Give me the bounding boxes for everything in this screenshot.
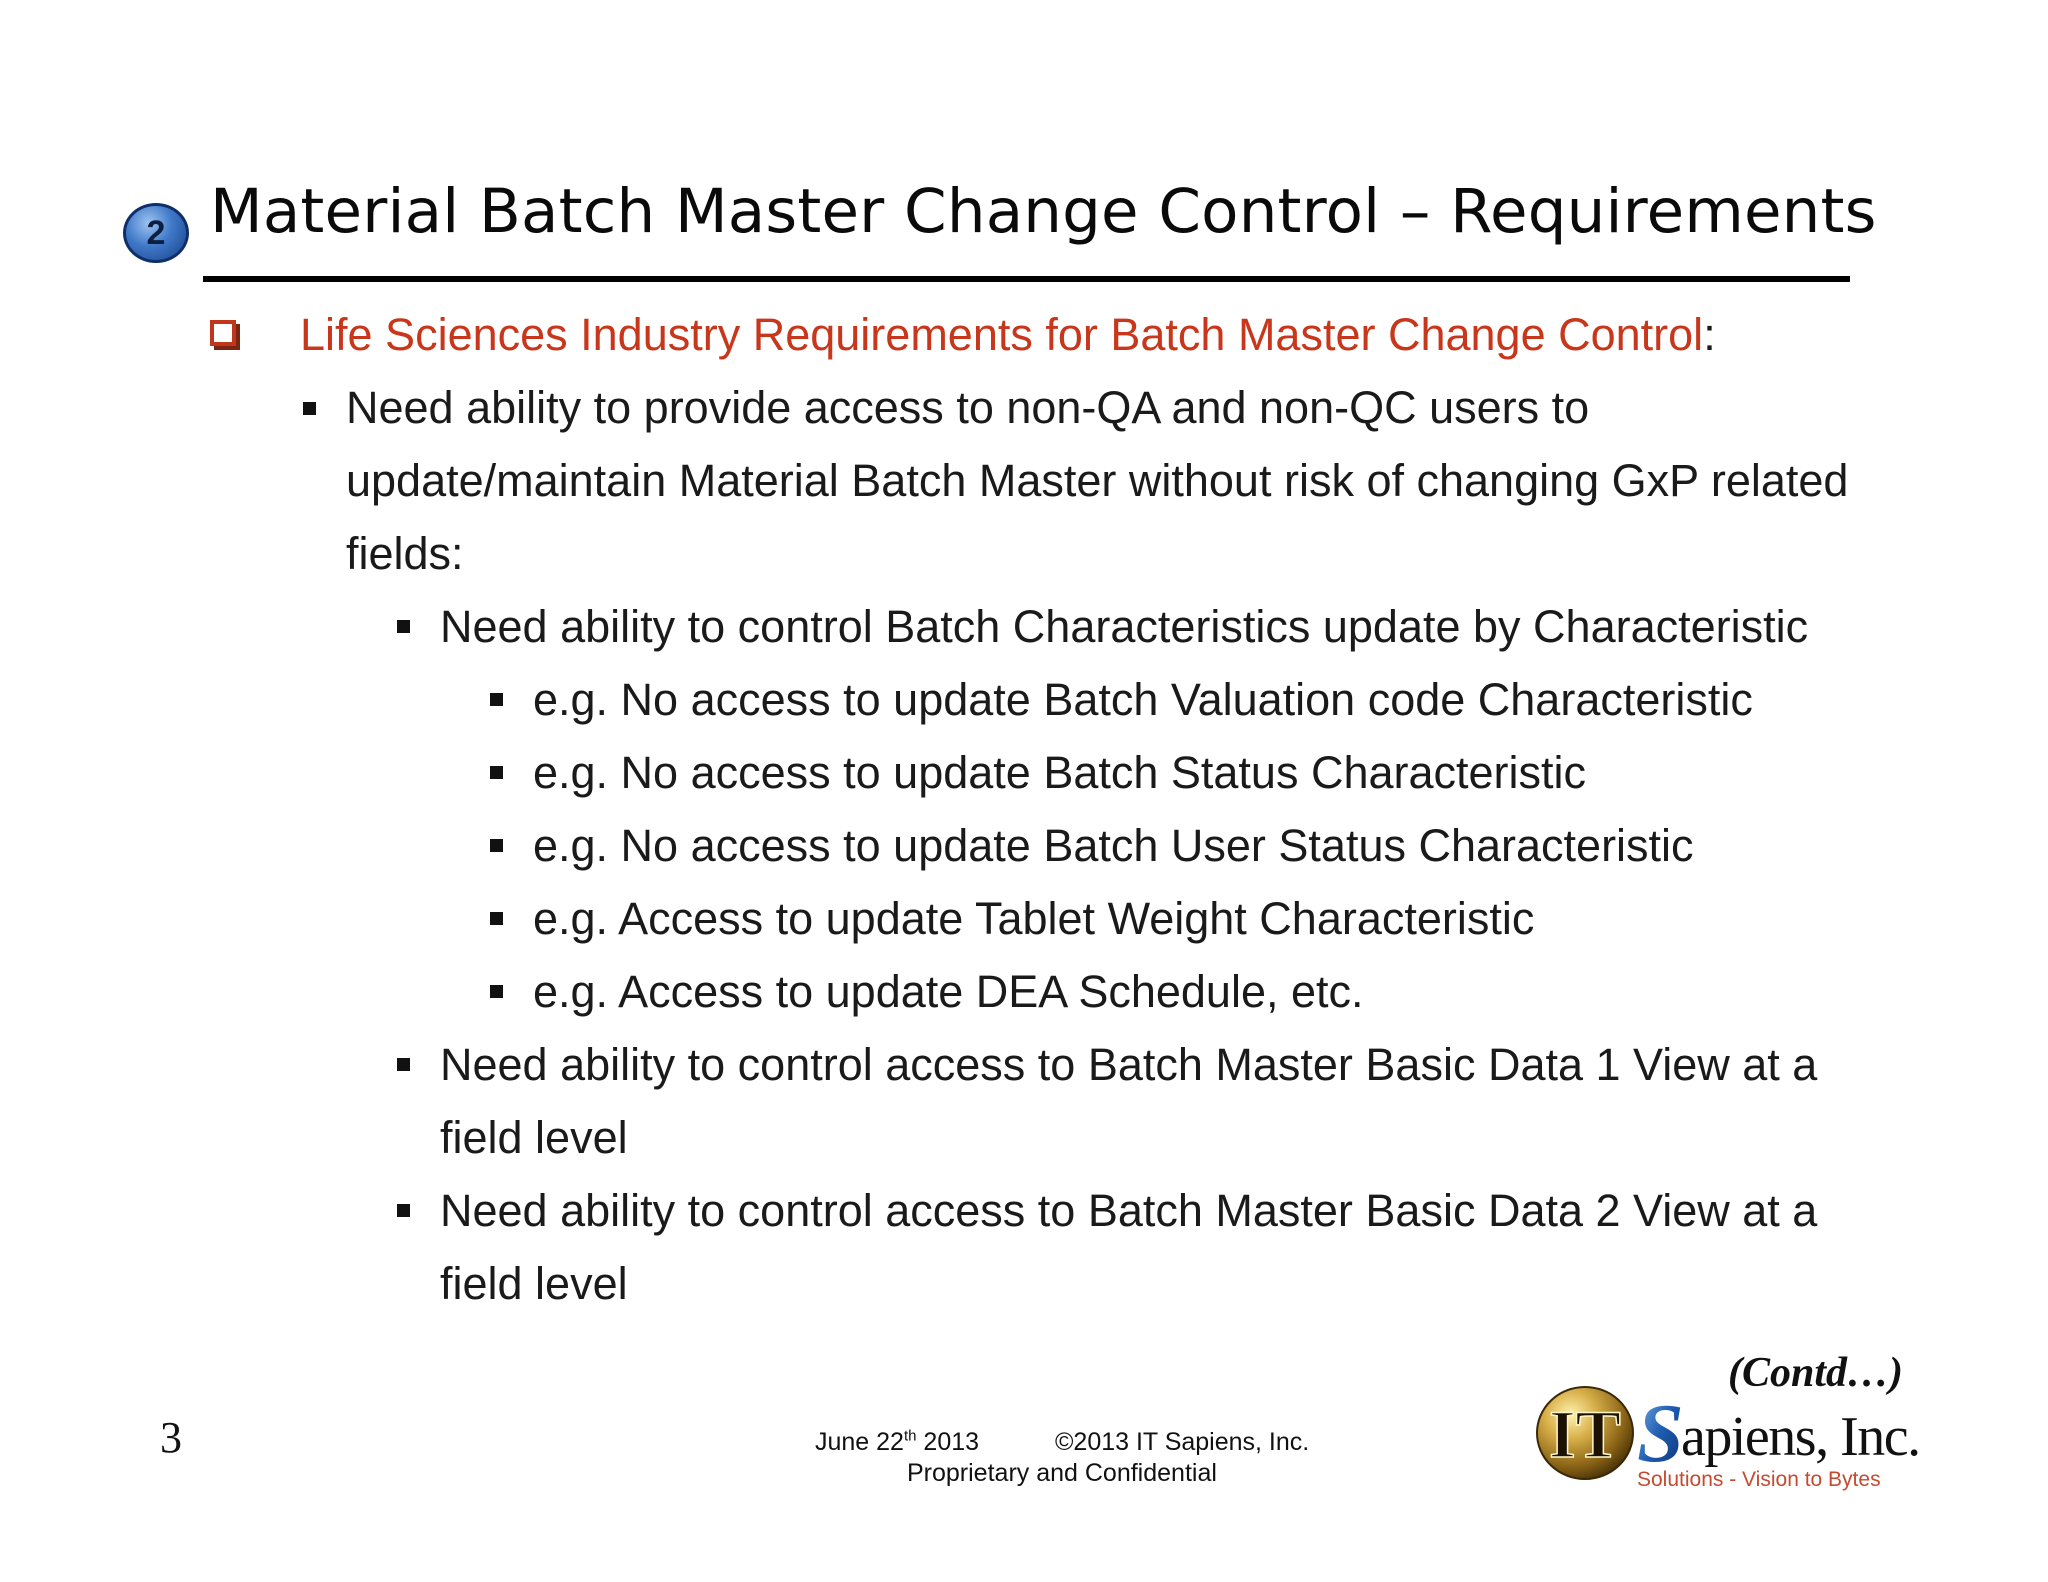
section-number-badge: 2 (123, 203, 189, 263)
square-bullet-icon (490, 766, 503, 779)
square-bullet-icon (303, 402, 316, 415)
title-underline (203, 276, 1850, 282)
bullet-l2-characteristics: Need ability to control Batch Characteristics update by Characteristic (440, 601, 1809, 652)
logo-it-text: IT (1549, 1396, 1621, 1472)
square-bullet-icon (490, 693, 503, 706)
footer-copyright: ©2013 IT Sapiens, Inc. (1055, 1428, 1310, 1456)
square-bullet-icon (397, 620, 410, 633)
footer-date-prefix: June 22 (815, 1428, 904, 1456)
footer-date-year: 2013 (916, 1428, 980, 1456)
requirements-heading (300, 308, 1716, 362)
square-bullet-icon (490, 912, 503, 925)
logo-company-name: apiens, Inc. (1681, 1406, 1920, 1468)
requirements-heading-text: Life Sciences Industry Requirements for Batch Master Change Control (300, 309, 1704, 360)
continued-note: (Contd…) (1728, 1350, 1904, 1396)
square-bullet-icon (397, 1204, 410, 1217)
example-item: e.g. Access to update Tablet Weight Characteristic (533, 893, 1535, 944)
bullet-l2-basic-data-1-cont: field level (440, 1112, 628, 1163)
slide-title: Material Batch Master Change Control – Requirements (210, 176, 1877, 247)
example-item: e.g. No access to update Batch Status Characteristic (533, 747, 1587, 798)
footer-confidential: Proprietary and Confidential (907, 1459, 1217, 1487)
footer-date-sup: th (903, 1427, 917, 1445)
bullet-l1-line3: fields: (346, 528, 464, 579)
bullet-l1-line2: update/maintain Material Batch Master without risk of changing GxP related (346, 455, 1849, 506)
bullet-l2-basic-data-2: Need ability to control access to Batch Master Basic Data 2 View at a (440, 1185, 1818, 1236)
square-bullet-icon (490, 985, 503, 998)
bullet-l2-basic-data-1: Need ability to control access to Batch Master Basic Data 1 View at a (440, 1039, 1818, 1090)
it-sapiens-logo (1535, 1385, 1975, 1495)
example-item: e.g. No access to update Batch User Status Characteristic (533, 820, 1694, 871)
example-item: e.g. Access to update DEA Schedule, etc. (533, 966, 1364, 1017)
example-item: e.g. No access to update Batch Valuation code Characteristic (533, 674, 1753, 725)
bullet-l1-line1: Need ability to provide access to non-QA and non-QC users to (346, 382, 1590, 433)
square-bullet-icon (490, 839, 503, 852)
footer-date (815, 1428, 979, 1457)
logo-tagline: Solutions - Vision to Bytes (1637, 1468, 1881, 1491)
checkbox-bullet-icon (210, 320, 236, 346)
logo-s-letter: S (1637, 1387, 1684, 1480)
page-number: 3 (160, 1413, 182, 1462)
heading-colon: : (1703, 309, 1716, 360)
bullet-l2-basic-data-2-cont: field level (440, 1258, 628, 1309)
square-bullet-icon (397, 1058, 410, 1071)
